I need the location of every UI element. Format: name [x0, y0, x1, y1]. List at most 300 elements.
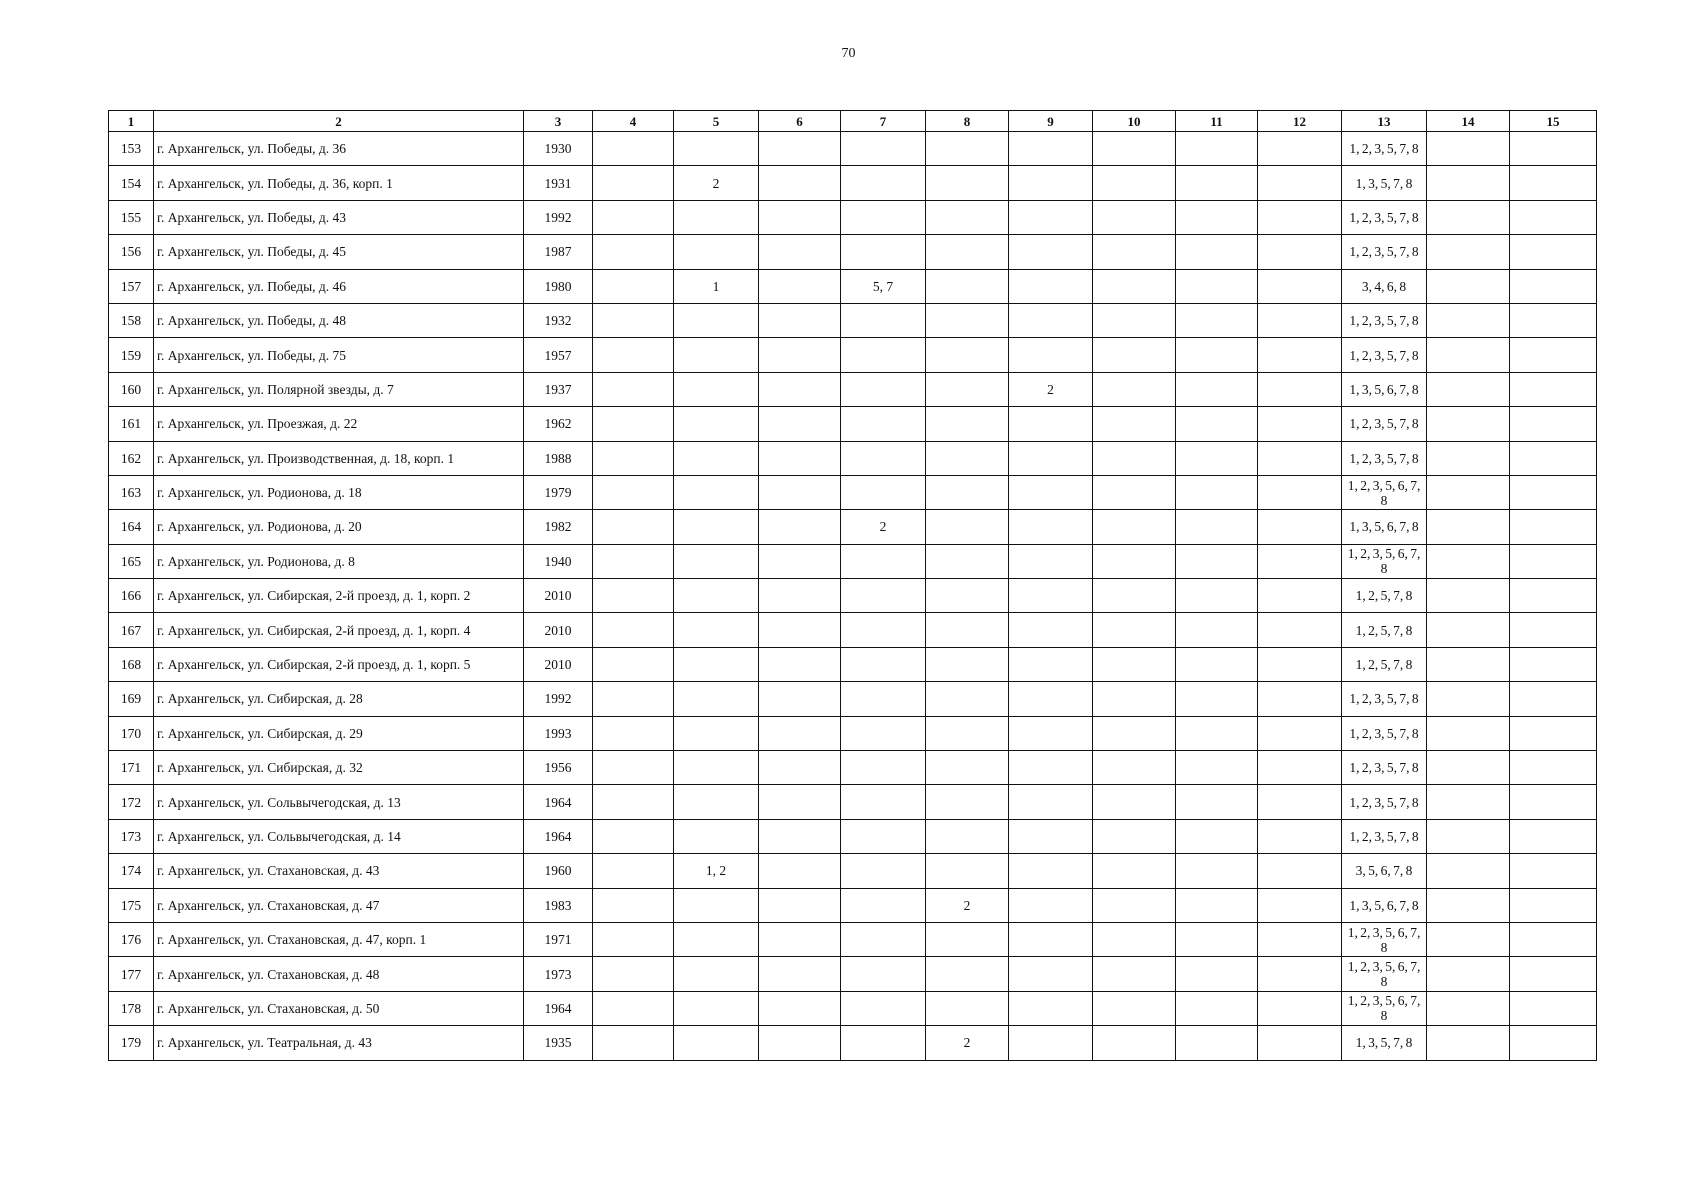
table-row — [109, 751, 1597, 785]
table-row — [109, 1026, 1597, 1060]
table-cell-col-13: 1, 2, 3, 5, 7, 8 — [1342, 200, 1427, 234]
table-cell-col-5 — [674, 957, 759, 991]
table-cell-col-11 — [1176, 475, 1258, 509]
table-row — [109, 991, 1597, 1025]
table-cell-col-4 — [593, 957, 674, 991]
table-cell-col-2: г. Архангельск, ул. Родионова, д. 18 — [154, 475, 524, 509]
table-cell-col-6 — [759, 510, 841, 544]
table-cell-col-6 — [759, 579, 841, 613]
table-row — [109, 441, 1597, 475]
table-cell-col-13: 1, 2, 3, 5, 7, 8 — [1342, 132, 1427, 166]
table-row — [109, 957, 1597, 991]
table-cell-col-6 — [759, 854, 841, 888]
table-cell-col-12 — [1258, 166, 1342, 200]
table-cell-col-1: 175 — [109, 888, 154, 922]
table-cell-col-10 — [1093, 613, 1176, 647]
table-cell-col-15 — [1510, 303, 1597, 337]
table-cell-col-3: 1982 — [524, 510, 593, 544]
table-cell-col-14 — [1427, 854, 1510, 888]
table-cell-col-8 — [926, 372, 1009, 406]
table-cell-col-13: 1, 2, 3, 5, 6, 7, 8 — [1342, 544, 1427, 578]
table-cell-col-2: г. Архангельск, ул. Полярной звезды, д. 7 — [154, 372, 524, 406]
table-cell-col-12 — [1258, 200, 1342, 234]
table-cell-col-9 — [1009, 957, 1093, 991]
table-cell-col-14 — [1427, 132, 1510, 166]
table-cell-col-13: 1, 2, 3, 5, 6, 7, 8 — [1342, 991, 1427, 1025]
table-cell-col-1: 170 — [109, 716, 154, 750]
table-cell-col-3: 1932 — [524, 303, 593, 337]
table-cell-col-11 — [1176, 647, 1258, 681]
table-cell-col-3: 1964 — [524, 991, 593, 1025]
table-cell-col-1: 179 — [109, 1026, 154, 1060]
table-cell-col-8: 2 — [926, 888, 1009, 922]
table-cell-col-5 — [674, 922, 759, 956]
table-cell-col-15 — [1510, 682, 1597, 716]
table-cell-col-9 — [1009, 785, 1093, 819]
table-cell-col-10 — [1093, 303, 1176, 337]
table-cell-col-4 — [593, 854, 674, 888]
table-cell-col-5 — [674, 475, 759, 509]
table-cell-col-14 — [1427, 235, 1510, 269]
table-row — [109, 544, 1597, 578]
column-header-15: 15 — [1510, 111, 1597, 132]
table-cell-col-7 — [841, 200, 926, 234]
table-cell-col-8 — [926, 716, 1009, 750]
table-cell-col-13: 1, 2, 3, 5, 7, 8 — [1342, 819, 1427, 853]
table-cell-col-2: г. Архангельск, ул. Родионова, д. 20 — [154, 510, 524, 544]
table-cell-col-5 — [674, 579, 759, 613]
table-cell-col-12 — [1258, 579, 1342, 613]
table-cell-col-15 — [1510, 235, 1597, 269]
table-cell-col-5 — [674, 751, 759, 785]
table-cell-col-9 — [1009, 647, 1093, 681]
table-cell-col-3: 1940 — [524, 544, 593, 578]
table-cell-col-5 — [674, 338, 759, 372]
table-cell-col-10 — [1093, 166, 1176, 200]
table-cell-col-4 — [593, 338, 674, 372]
table-cell-col-13: 1, 2, 3, 5, 7, 8 — [1342, 235, 1427, 269]
table-cell-col-8 — [926, 991, 1009, 1025]
table-cell-col-8: 2 — [926, 1026, 1009, 1060]
table-cell-col-4 — [593, 819, 674, 853]
table-cell-col-13: 1, 3, 5, 6, 7, 8 — [1342, 372, 1427, 406]
table-cell-col-6 — [759, 991, 841, 1025]
table-cell-col-4 — [593, 922, 674, 956]
table-cell-col-14 — [1427, 475, 1510, 509]
table-cell-col-15 — [1510, 1026, 1597, 1060]
table-cell-col-13: 1, 3, 5, 6, 7, 8 — [1342, 510, 1427, 544]
table-cell-col-11 — [1176, 1026, 1258, 1060]
table-cell-col-11 — [1176, 303, 1258, 337]
table-cell-col-6 — [759, 544, 841, 578]
table-cell-col-6 — [759, 407, 841, 441]
table-cell-col-13: 1, 2, 3, 5, 7, 8 — [1342, 682, 1427, 716]
table-cell-col-8 — [926, 819, 1009, 853]
table-cell-col-1: 174 — [109, 854, 154, 888]
table-cell-col-5 — [674, 441, 759, 475]
table-cell-col-2: г. Архангельск, ул. Победы, д. 36, корп. 1 — [154, 166, 524, 200]
table-cell-col-2: г. Архангельск, ул. Победы, д. 45 — [154, 235, 524, 269]
table-cell-col-14 — [1427, 957, 1510, 991]
table-cell-col-14 — [1427, 1026, 1510, 1060]
table-cell-col-15 — [1510, 510, 1597, 544]
table-cell-col-2: г. Архангельск, ул. Стахановская, д. 47 — [154, 888, 524, 922]
table-cell-col-5 — [674, 510, 759, 544]
table-cell-col-13: 1, 2, 3, 5, 7, 8 — [1342, 338, 1427, 372]
table-row — [109, 166, 1597, 200]
table-cell-col-6 — [759, 888, 841, 922]
table-cell-col-11 — [1176, 991, 1258, 1025]
table-cell-col-6 — [759, 235, 841, 269]
table-cell-col-15 — [1510, 579, 1597, 613]
table-cell-col-3: 1931 — [524, 166, 593, 200]
table-cell-col-1: 166 — [109, 579, 154, 613]
table-cell-col-11 — [1176, 441, 1258, 475]
table-cell-col-9 — [1009, 303, 1093, 337]
table-row — [109, 338, 1597, 372]
table-cell-col-15 — [1510, 441, 1597, 475]
table-cell-col-1: 153 — [109, 132, 154, 166]
table-cell-col-9 — [1009, 407, 1093, 441]
table-cell-col-4 — [593, 269, 674, 303]
table-cell-col-14 — [1427, 647, 1510, 681]
table-cell-col-9 — [1009, 991, 1093, 1025]
table-row — [109, 579, 1597, 613]
column-header-11: 11 — [1176, 111, 1258, 132]
table-cell-col-11 — [1176, 407, 1258, 441]
table-cell-col-13: 1, 2, 3, 5, 7, 8 — [1342, 441, 1427, 475]
table-cell-col-10 — [1093, 372, 1176, 406]
table-cell-col-5 — [674, 407, 759, 441]
table-cell-col-15 — [1510, 751, 1597, 785]
table-cell-col-6 — [759, 785, 841, 819]
table-cell-col-12 — [1258, 544, 1342, 578]
column-header-2: 2 — [154, 111, 524, 132]
table-cell-col-8 — [926, 166, 1009, 200]
table-cell-col-13: 1, 3, 5, 6, 7, 8 — [1342, 888, 1427, 922]
table-cell-col-4 — [593, 613, 674, 647]
table-row — [109, 269, 1597, 303]
table-cell-col-15 — [1510, 819, 1597, 853]
table-cell-col-9 — [1009, 544, 1093, 578]
table-cell-col-7 — [841, 235, 926, 269]
table-cell-col-7 — [841, 132, 926, 166]
table-cell-col-6 — [759, 613, 841, 647]
table-cell-col-7 — [841, 957, 926, 991]
table-cell-col-7 — [841, 888, 926, 922]
table-cell-col-6 — [759, 751, 841, 785]
table-cell-col-11 — [1176, 922, 1258, 956]
table-cell-col-10 — [1093, 751, 1176, 785]
table-cell-col-1: 164 — [109, 510, 154, 544]
table-cell-col-4 — [593, 1026, 674, 1060]
table-cell-col-8 — [926, 269, 1009, 303]
table-cell-col-1: 178 — [109, 991, 154, 1025]
table-cell-col-8 — [926, 957, 1009, 991]
table-cell-col-11 — [1176, 544, 1258, 578]
table-cell-col-4 — [593, 235, 674, 269]
table-cell-col-2: г. Архангельск, ул. Производственная, д. 18, корп. 1 — [154, 441, 524, 475]
table-cell-col-7 — [841, 785, 926, 819]
table-row — [109, 132, 1597, 166]
table-cell-col-13: 1, 2, 3, 5, 7, 8 — [1342, 785, 1427, 819]
table-cell-col-1: 154 — [109, 166, 154, 200]
table-cell-col-6 — [759, 303, 841, 337]
table-cell-col-14 — [1427, 510, 1510, 544]
table-cell-col-1: 171 — [109, 751, 154, 785]
table-cell-col-9 — [1009, 338, 1093, 372]
table-cell-col-3: 1971 — [524, 922, 593, 956]
table-cell-col-14 — [1427, 372, 1510, 406]
table-cell-col-10 — [1093, 544, 1176, 578]
table-cell-col-4 — [593, 716, 674, 750]
table-cell-col-12 — [1258, 819, 1342, 853]
table-cell-col-1: 155 — [109, 200, 154, 234]
table-cell-col-7 — [841, 303, 926, 337]
table-cell-col-5 — [674, 819, 759, 853]
table-cell-col-9 — [1009, 1026, 1093, 1060]
table-cell-col-13: 1, 2, 3, 5, 7, 8 — [1342, 407, 1427, 441]
table-cell-col-2: г. Архангельск, ул. Сибирская, 2-й проезд, д. 1, корп. 2 — [154, 579, 524, 613]
table-cell-col-6 — [759, 166, 841, 200]
table-cell-col-14 — [1427, 166, 1510, 200]
table-cell-col-9 — [1009, 613, 1093, 647]
page-number: 70 — [841, 46, 856, 61]
table-cell-col-7 — [841, 579, 926, 613]
table-cell-col-5 — [674, 991, 759, 1025]
table-cell-col-12 — [1258, 854, 1342, 888]
table-cell-col-15 — [1510, 888, 1597, 922]
table-cell-col-15 — [1510, 544, 1597, 578]
table-cell-col-8 — [926, 407, 1009, 441]
table-cell-col-2: г. Архангельск, ул. Победы, д. 46 — [154, 269, 524, 303]
table-cell-col-14 — [1427, 441, 1510, 475]
table-cell-col-6 — [759, 1026, 841, 1060]
table-cell-col-2: г. Архангельск, ул. Победы, д. 43 — [154, 200, 524, 234]
table-cell-col-5 — [674, 132, 759, 166]
table-cell-col-9 — [1009, 922, 1093, 956]
table-cell-col-10 — [1093, 1026, 1176, 1060]
table-cell-col-7 — [841, 647, 926, 681]
table-cell-col-12 — [1258, 751, 1342, 785]
table-cell-col-13: 1, 2, 3, 5, 7, 8 — [1342, 716, 1427, 750]
column-header-3: 3 — [524, 111, 593, 132]
table-cell-col-2: г. Архангельск, ул. Сибирская, 2-й проезд, д. 1, корп. 5 — [154, 647, 524, 681]
table-cell-col-15 — [1510, 613, 1597, 647]
table-cell-col-1: 177 — [109, 957, 154, 991]
table-cell-col-2: г. Архангельск, ул. Сольвычегодская, д. 14 — [154, 819, 524, 853]
table-cell-col-7 — [841, 372, 926, 406]
table-header — [109, 111, 1597, 132]
table-cell-col-10 — [1093, 957, 1176, 991]
table-cell-col-14 — [1427, 407, 1510, 441]
table-cell-col-9 — [1009, 200, 1093, 234]
table-cell-col-14 — [1427, 751, 1510, 785]
table-cell-col-7 — [841, 475, 926, 509]
table-cell-col-1: 176 — [109, 922, 154, 956]
table-cell-col-1: 162 — [109, 441, 154, 475]
table-cell-col-7 — [841, 407, 926, 441]
table-cell-col-11 — [1176, 716, 1258, 750]
table-cell-col-8 — [926, 510, 1009, 544]
table-cell-col-3: 2010 — [524, 579, 593, 613]
table-cell-col-15 — [1510, 407, 1597, 441]
table-cell-col-1: 156 — [109, 235, 154, 269]
table-cell-col-2: г. Архангельск, ул. Сибирская, д. 32 — [154, 751, 524, 785]
table-cell-col-15 — [1510, 372, 1597, 406]
table-cell-col-14 — [1427, 269, 1510, 303]
table-cell-col-14 — [1427, 922, 1510, 956]
table-cell-col-7 — [841, 613, 926, 647]
table-cell-col-6 — [759, 922, 841, 956]
table-cell-col-13: 1, 3, 5, 7, 8 — [1342, 166, 1427, 200]
table-cell-col-14 — [1427, 303, 1510, 337]
table-cell-col-4 — [593, 166, 674, 200]
table-cell-col-2: г. Архангельск, ул. Победы, д. 48 — [154, 303, 524, 337]
table-cell-col-13: 1, 2, 3, 5, 6, 7, 8 — [1342, 475, 1427, 509]
table-cell-col-10 — [1093, 922, 1176, 956]
table-cell-col-13: 1, 3, 5, 7, 8 — [1342, 1026, 1427, 1060]
table-cell-col-4 — [593, 888, 674, 922]
table-cell-col-4 — [593, 303, 674, 337]
table-cell-col-6 — [759, 716, 841, 750]
table-cell-col-11 — [1176, 819, 1258, 853]
table-cell-col-12 — [1258, 716, 1342, 750]
table-cell-col-12 — [1258, 957, 1342, 991]
table-cell-col-12 — [1258, 682, 1342, 716]
table-cell-col-6 — [759, 957, 841, 991]
table-cell-col-8 — [926, 613, 1009, 647]
table-cell-col-8 — [926, 475, 1009, 509]
table-cell-col-8 — [926, 579, 1009, 613]
table-cell-col-5: 1 — [674, 269, 759, 303]
table-cell-col-3: 2010 — [524, 613, 593, 647]
table-cell-col-13: 1, 2, 3, 5, 6, 7, 8 — [1342, 922, 1427, 956]
table-cell-col-7 — [841, 854, 926, 888]
table-cell-col-12 — [1258, 269, 1342, 303]
table-cell-col-7 — [841, 544, 926, 578]
table-cell-col-14 — [1427, 613, 1510, 647]
table-cell-col-9 — [1009, 819, 1093, 853]
table-cell-col-7 — [841, 1026, 926, 1060]
table-cell-col-5 — [674, 200, 759, 234]
table-cell-col-4 — [593, 991, 674, 1025]
table-cell-col-14 — [1427, 785, 1510, 819]
table-cell-col-7 — [841, 166, 926, 200]
table-row — [109, 372, 1597, 406]
table-cell-col-9 — [1009, 751, 1093, 785]
table-cell-col-9 — [1009, 888, 1093, 922]
table-cell-col-6 — [759, 441, 841, 475]
table-cell-col-12 — [1258, 132, 1342, 166]
table-cell-col-7 — [841, 819, 926, 853]
table-cell-col-12 — [1258, 372, 1342, 406]
table-cell-col-8 — [926, 132, 1009, 166]
table-cell-col-3: 1962 — [524, 407, 593, 441]
table-cell-col-3: 1979 — [524, 475, 593, 509]
column-header-4: 4 — [593, 111, 674, 132]
table-cell-col-15 — [1510, 132, 1597, 166]
table-cell-col-1: 163 — [109, 475, 154, 509]
table-cell-col-9 — [1009, 235, 1093, 269]
table-cell-col-5 — [674, 303, 759, 337]
table-cell-col-1: 157 — [109, 269, 154, 303]
table-cell-col-4 — [593, 510, 674, 544]
table-cell-col-8 — [926, 751, 1009, 785]
table-cell-col-9 — [1009, 475, 1093, 509]
table-cell-col-3: 1930 — [524, 132, 593, 166]
table-cell-col-7 — [841, 441, 926, 475]
table-cell-col-13: 1, 2, 3, 5, 7, 8 — [1342, 303, 1427, 337]
table-cell-col-8 — [926, 854, 1009, 888]
table-cell-col-7 — [841, 682, 926, 716]
table-cell-col-2: г. Архангельск, ул. Стахановская, д. 43 — [154, 854, 524, 888]
table-cell-col-12 — [1258, 1026, 1342, 1060]
table-cell-col-15 — [1510, 716, 1597, 750]
column-header-8: 8 — [926, 111, 1009, 132]
table-cell-col-8 — [926, 303, 1009, 337]
table-cell-col-1: 173 — [109, 819, 154, 853]
table-cell-col-14 — [1427, 200, 1510, 234]
table-row — [109, 303, 1597, 337]
table-cell-col-11 — [1176, 751, 1258, 785]
table-row — [109, 716, 1597, 750]
table-cell-col-13: 1, 2, 5, 7, 8 — [1342, 613, 1427, 647]
table-cell-col-8 — [926, 235, 1009, 269]
table-cell-col-3: 1983 — [524, 888, 593, 922]
table-cell-col-13: 1, 2, 5, 7, 8 — [1342, 579, 1427, 613]
table-cell-col-10 — [1093, 785, 1176, 819]
table-cell-col-4 — [593, 407, 674, 441]
table-cell-col-3: 1987 — [524, 235, 593, 269]
table-cell-col-15 — [1510, 854, 1597, 888]
table-body — [109, 132, 1597, 1061]
table-row — [109, 888, 1597, 922]
table-cell-col-4 — [593, 132, 674, 166]
table-cell-col-12 — [1258, 441, 1342, 475]
table-cell-col-2: г. Архангельск, ул. Проезжая, д. 22 — [154, 407, 524, 441]
table-cell-col-10 — [1093, 854, 1176, 888]
table-cell-col-7 — [841, 922, 926, 956]
table-cell-col-14 — [1427, 682, 1510, 716]
table-cell-col-12 — [1258, 647, 1342, 681]
table-cell-col-12 — [1258, 888, 1342, 922]
table-cell-col-1: 169 — [109, 682, 154, 716]
table-cell-col-14 — [1427, 579, 1510, 613]
table-cell-col-15 — [1510, 991, 1597, 1025]
table-cell-col-2: г. Архангельск, ул. Сибирская, д. 29 — [154, 716, 524, 750]
table-cell-col-5: 2 — [674, 166, 759, 200]
table-cell-col-7 — [841, 751, 926, 785]
table-cell-col-8 — [926, 785, 1009, 819]
table-cell-col-15 — [1510, 200, 1597, 234]
column-header-9: 9 — [1009, 111, 1093, 132]
table-cell-col-5 — [674, 647, 759, 681]
table-cell-col-5 — [674, 235, 759, 269]
column-header-7: 7 — [841, 111, 926, 132]
table-cell-col-15 — [1510, 922, 1597, 956]
table-row — [109, 854, 1597, 888]
table-cell-col-10 — [1093, 407, 1176, 441]
table-cell-col-4 — [593, 475, 674, 509]
table-cell-col-13: 1, 2, 5, 7, 8 — [1342, 647, 1427, 681]
table-cell-col-2: г. Архангельск, ул. Победы, д. 36 — [154, 132, 524, 166]
table-cell-col-3: 1988 — [524, 441, 593, 475]
table-cell-col-1: 168 — [109, 647, 154, 681]
table-cell-col-11 — [1176, 613, 1258, 647]
table-cell-col-6 — [759, 132, 841, 166]
table-cell-col-10 — [1093, 682, 1176, 716]
